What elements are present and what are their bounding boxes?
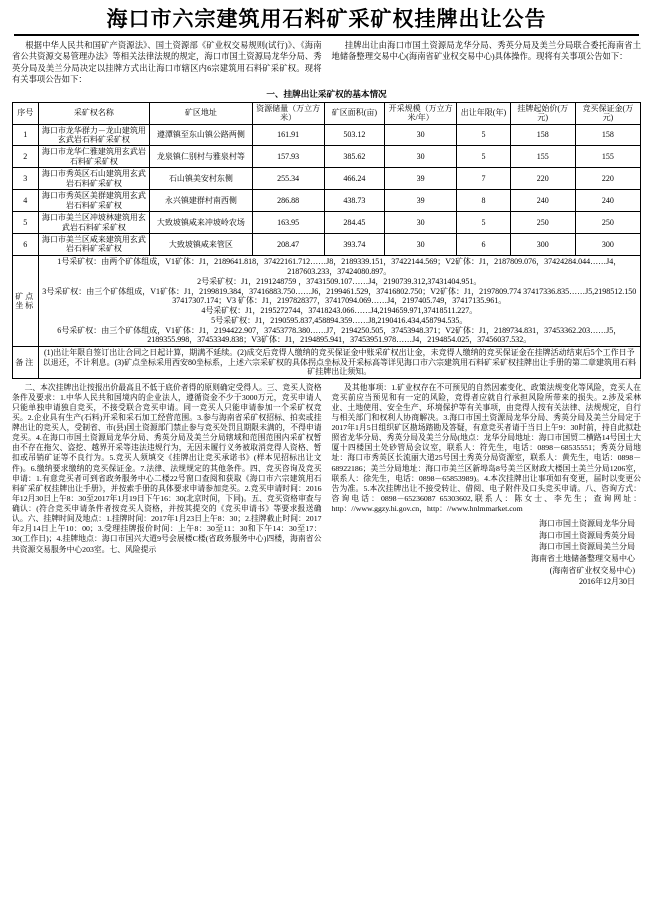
title-divider	[14, 34, 639, 36]
table-row	[13, 146, 641, 168]
cell-name: 海口市龙华仁雅建筑用玄武岩石料矿采矿权	[38, 146, 150, 168]
signoff-date: 2016年12月30日	[579, 577, 635, 587]
cell-deposit: 250	[575, 212, 640, 234]
th-scale: 开采规模（万立方米/年）	[385, 102, 457, 124]
section-heading: 一、挂牌出让采矿权的基本情况	[266, 89, 387, 99]
table-row	[13, 190, 641, 212]
cell-price: 240	[510, 190, 575, 212]
cell-area: 393.74	[324, 233, 384, 255]
cell-price: 250	[510, 212, 575, 234]
cell-reserves: 161.91	[252, 124, 324, 146]
cell-deposit: 155	[575, 146, 640, 168]
coordinate-line: 4号采矿权：J1，2195272744，37418243.066……J4,2194659.971,37418511.227。	[201, 306, 478, 316]
cell-area: 466.24	[324, 168, 384, 190]
cell-price: 155	[510, 146, 575, 168]
coordinates-cell	[38, 255, 640, 346]
coordinate-line: 5号采矿权：J1，2190595.837,458894.359……J8,2190416.434,458794.535。	[211, 315, 468, 325]
cell-years: 6	[457, 233, 510, 255]
intro-left: 根据中华人民共和国矿产资源法》、国土资源部《矿业权交易规则(试行)》、《海南省公共资源交易管理办法》等相关法律法规的规定，海口市国土资源局龙华分局、秀英分局及美兰分局决定以挂牌方式出让海口市辖区内6宗建筑用石料矿采矿权。现将有关事项公告如下：	[12, 41, 322, 84]
body-left-column	[12, 383, 322, 588]
coordinate-line: 1号采矿权：由两个矿体组成，V1矿体：J1，2189641.818，37422161.712……J8，2189339.151，37422144.569；V2矿体：J1，2187809.076，37424284.044……J4，2187603.233，37424080.897。	[57, 257, 622, 276]
cell-scale: 39	[385, 168, 457, 190]
table-row	[13, 212, 641, 234]
cell-location: 遵潭镇至东山镇公路两侧	[150, 124, 252, 146]
coordinates-row	[13, 255, 641, 346]
cell-location: 大致坡镇咸来管区	[150, 233, 252, 255]
cell-location: 石山镇美安村东侧	[150, 168, 252, 190]
th-area: 矿区面积(亩)	[324, 102, 384, 124]
cell-name: 海口市美兰区咸来建筑用玄武岩石料矿采矿权	[38, 233, 150, 255]
cell-scale: 30	[385, 146, 457, 168]
coordinate-line: 2号采矿权：J1，2191248759 ，37431509.107……J4，2190739.312,37431404.951。	[197, 276, 482, 286]
intro-right: 挂牌出让由海口市国土资源局龙华分局、秀英分局及美兰分局联合委托海南省土地储备整理交易中心(海南省矿业权交易中心)具体操作。现将有关事项公告如下：	[331, 41, 641, 62]
cell-area: 284.45	[324, 212, 384, 234]
th-reserves: 资源储量（万立方米）	[252, 102, 324, 124]
notice-page	[0, 6, 653, 910]
cell-name: 海口市秀英区美群建筑用玄武岩石料矿采矿权	[38, 190, 150, 212]
table-row	[13, 233, 641, 255]
cell-years: 5	[457, 124, 510, 146]
cell-years: 5	[457, 212, 510, 234]
signoff-line: (海南省矿业权交易中心)	[549, 565, 635, 575]
th-name: 采矿权名称	[38, 102, 150, 124]
body-columns	[12, 383, 641, 588]
remark-label: 备注	[13, 347, 39, 378]
body-right-text: 及其他事项：1.矿业权存在不可预见的自然因素变化、政策法规变化等风险，竞买人在竞买前应当预见和有一定的风险，竞得者应就自行承担风险所带来的损失。2.涉及采林业、土地使用、安全生产、环境保护等有关事项，由竞得人按有关法律、法规规定，自行与相关部门和权利人协商解决。3.海口市国土资源局龙华分局、秀英分局及美兰分局定于2017年1月5日组织矿区勘场踏勘及答疑，有意竞买者请于当日上午9：30时前，持自此拟赴照省龙华分局、秀英分局及美兰分局(地点：龙华分局地址：海口市国贸二横路14号国土大厦十四楼国土处砂管局会议室，联系人：符先生，电话：0898－68535551；秀英分局地址：海口市秀英区长流丽大道25号国土秀英分局资源室，联系人：黄先生，电话：0898－68922186；美兰分局地址：海口市美兰区新埠岛8号美兰区财政大楼国土美兰分局1206室，联系人：徐先生，电话：0898－65853989)。4.本次挂牌出让事项如有变更，届时以变更公告为准。5.本次挂牌出让不接受转让、借阅、电子附件及口头竞买申请。八、咨询方式：咨询电话：0898－65236087 65303602,联系人：陈女士、李先生；查询网址：http：//www.ggzy.hi.gov.cn，http：//www.hnlmmarket.com	[331, 382, 641, 514]
th-years: 出让年限(年)	[457, 102, 510, 124]
cell-location: 永兴镇建群村南西侧	[150, 190, 252, 212]
coordinate-line: 6号采矿权：由三个矿体组成，V1矿体：J1，2194422.907，37453778.380……J7，2194250.505，37453948.371；V2矿体：J1，2189734.831，37453362.203……J5，2189355.998，37453349.838；V3矿体：J1，2194895.941，37453951.978……J4，2194854.025，37456037.532。	[57, 325, 622, 345]
cell-area: 503.12	[324, 124, 384, 146]
cell-seq: 3	[13, 168, 39, 190]
intro-section	[12, 40, 641, 85]
cell-reserves: 157.93	[252, 146, 324, 168]
body-left-text: 二、本次挂牌出让按报出价最高且不低于底价者得的原则确定受得人。三、竞买人资格条件及要求：1.中华人民共和国境内的企业法人，遵循资金不少于3000万元，竞买申请人只能单独申请独自竞买，不接受联合竞买申请。同一竞买人只能申请参加一个采矿权竞买。2.企业具有生产(石料)开采和采石加工经营范围。3.参与海南省采矿权招标、拍卖或挂牌出让的竞买人，受制省、市(县)国土资源部门禁止参与竞买处罚且期限未满的，不得申请竞买。4.在海口市国土资源局龙华分局、秀英分局及美兰分局辖域和范围范围内采矿权暂由不存在拖欠、盗挖、越界开采等违法违规行为，无因未履行义务被取消竞得人资格、暂扣或吊销矿证等不良行为。5.竞买人须填交《挂牌出让竞买承诺书》(样本见招标出让文件)。6.缴纳要求缴纳的竞买保证金。7.法律、法规规定的其他条件。四、竞买咨询及竞买申请：1.有意竞买者可到省政务服务中心二楼22号窗口查阅和获取《海口市六宗建筑用石料矿采矿权挂牌出让手册》，并按索手册的具体要求申请参加竞买。2.竞买申请时间：2016年12月30日上午8：30至2017年1月19日下午16：30(北京时间，下同)。五、竞买资格审查与确认：(符合竞买申请条件者按竞买人资格，并按其提交的《竞买申请书》等要求报送确认。六、挂牌时间及地点：1.挂牌时间：2017年1月23日上午8：30；2.挂牌截止时间：2017年2月14日上午10：00；3.受理挂牌报价时间：上午8：30至11：30和下午14：30至17：30(工作日)；4.挂牌地点：海口市国兴大道9号会展楼C楼(省政务服务中心)四楼，海南省公共资源交易服务中心203室。七、风险提示	[12, 382, 322, 554]
signoff-line: 海南省土地储备整理交易中心	[531, 554, 635, 564]
cell-deposit: 158	[575, 124, 640, 146]
cell-name: 海口市秀英区石山建筑用玄武岩石料矿采矿权	[38, 168, 150, 190]
coordinates-label: 矿点坐标	[13, 255, 39, 346]
signoff-line: 海口市国土资源局美兰分局	[539, 542, 635, 552]
cell-reserves: 208.47	[252, 233, 324, 255]
table-header-row	[13, 102, 641, 124]
signoff-line: 海口市国土资源局秀英分局	[539, 530, 635, 540]
cell-scale: 30	[385, 233, 457, 255]
mining-rights-table	[12, 102, 641, 379]
cell-reserves: 163.95	[252, 212, 324, 234]
cell-scale: 39	[385, 190, 457, 212]
cell-seq: 6	[13, 233, 39, 255]
cell-area: 438.73	[324, 190, 384, 212]
page-title: 海口市六宗建筑用石料矿采矿权挂牌出让公告	[106, 7, 547, 31]
cell-location: 龙泉镇仁别村与雅泉村等	[150, 146, 252, 168]
cell-reserves: 286.88	[252, 190, 324, 212]
signoff-block	[332, 518, 642, 588]
table-row	[13, 124, 641, 146]
th-location: 矿区地址	[150, 102, 252, 124]
cell-name: 海口市美兰区冲坡林建筑用玄武岩石料矿采矿权	[38, 212, 150, 234]
cell-seq: 5	[13, 212, 39, 234]
cell-location: 大致坡镇咸来冲坡岭农场	[150, 212, 252, 234]
remark-row	[13, 347, 641, 378]
cell-deposit: 220	[575, 168, 640, 190]
cell-deposit: 300	[575, 233, 640, 255]
cell-seq: 4	[13, 190, 39, 212]
cell-seq: 1	[13, 124, 39, 146]
cell-seq: 2	[13, 146, 39, 168]
cell-price: 300	[510, 233, 575, 255]
cell-price: 220	[510, 168, 575, 190]
cell-area: 385.62	[324, 146, 384, 168]
remark-cell: (1)出让年限自签订出让合同之日起计算，期满不延续。(2)成交后竞得人缴纳的竞买保证金中账采矿权出让金，未竞得人缴纳的竞买保证金在挂牌活动结束后5个工作日予以退还，不计利息。(3)矿点坐标采用西安80坐标系，上述六宗采矿权的具体拐点坐标及开采标高等详见海口市六宗建筑用石料矿采矿权挂牌出让手册的第二章建筑用石料矿挂牌出让须知。	[38, 347, 640, 378]
cell-years: 8	[457, 190, 510, 212]
cell-scale: 30	[385, 212, 457, 234]
cell-price: 158	[510, 124, 575, 146]
th-seq: 序号	[13, 102, 39, 124]
cell-scale: 30	[385, 124, 457, 146]
cell-years: 5	[457, 146, 510, 168]
cell-reserves: 255.34	[252, 168, 324, 190]
cell-name: 海口市龙华群力－龙山建筑用玄武岩石料矿采矿权	[38, 124, 150, 146]
signoff-line: 海口市国土资源局龙华分局	[539, 519, 635, 529]
body-right-column	[332, 383, 642, 588]
coordinate-line: 3号采矿权：由三个矿体组成，V1矿体：J1，2199819.384，37416883.750……J6，2199461.529，37416802.750；V2矿体：J1，2197809.774 37417336.835……J5,2198512.150 37417307.174；V3 矿体：J1，2197828377，37417094.069……J4，2197405.749，37417135.961。	[42, 286, 637, 306]
th-deposit: 竞买保证金(万元)	[575, 102, 640, 124]
table-row	[13, 168, 641, 190]
th-start-price: 挂牌起始价(万元)	[510, 102, 575, 124]
cell-deposit: 240	[575, 190, 640, 212]
cell-years: 7	[457, 168, 510, 190]
